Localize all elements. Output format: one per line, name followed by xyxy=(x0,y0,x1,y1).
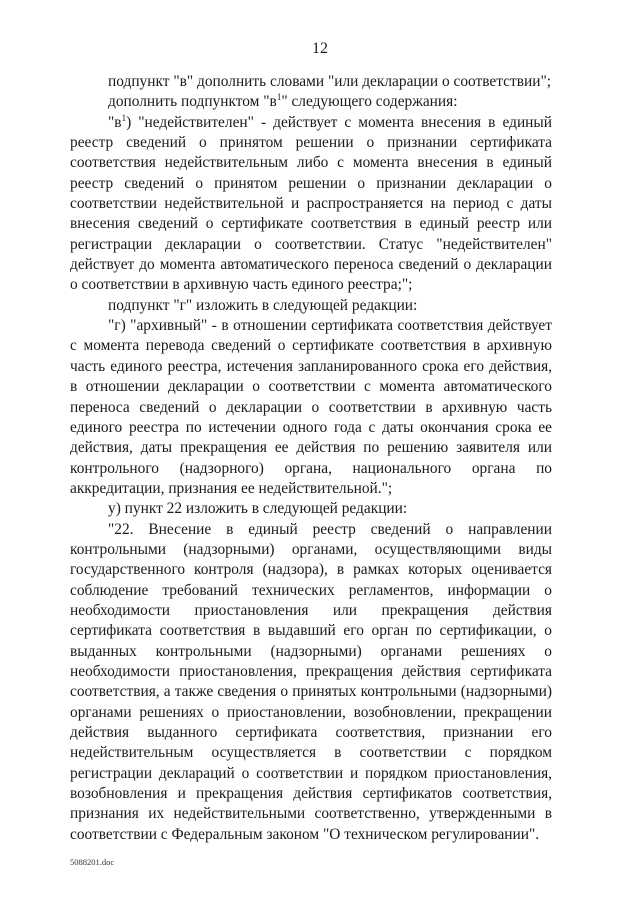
text-fragment: "в xyxy=(108,113,122,131)
paragraph-status-archive: "г) "архивный" - в отношении сертификата соответствия действует с момента перевода сведений о сертификате соответствия в архивную часть единого реестра, истечения запланированного срока его действия, в отношении декларации о соответствии с момента автоматического переноса сведений о декларации о соответствии в архивную часть единого реестра по истечении одного года с даты окончания срока ее действия, даты прекращения ее действия по решению заявителя или контрольного (надзорного) органа, национального органа по аккредитации, признания ее недействительной."; xyxy=(70,317,552,497)
document-body xyxy=(70,72,552,845)
paragraph-status-invalid xyxy=(70,113,552,296)
paragraph-point-22-intro: у) пункт 22 изложить в следующей редакции: xyxy=(108,500,408,518)
paragraph-point-22: "22. Внесение в единый реестр сведений о направлении контрольными (надзорными) органами, осуществляющими виды государственного контроля (надзора), в рамках которых оценивается соблюдение требований технических регламентов, информации о необходимости приостановления или прекращения действия сертификата соответствия в выдавший его орган по сертификации, о выданных контрольными (надзорными) органами решениях о необходимости приостановления, прекращения действия сертификата соответствия, а также сведения о принятых контрольными (надзорными) органами решениях о приостановлении, возобновлении, прекращении действия выданного сертификата соответствия, признании его недействительным осуществляется в соответствии с порядком регистрации деклараций о соответствии и порядком приостановления, возобновления и прекращения действия сертификатов соответствия, признания их недействительными соответственно, утвержденными в соответствии с Федеральным законом "О техническом регулировании". xyxy=(70,520,552,843)
text-fragment: дополнить подпунктом "в xyxy=(108,93,277,111)
superscript: 1 xyxy=(276,92,282,103)
page-number: 12 xyxy=(312,40,328,57)
footer-doc-code: 5088201.doc xyxy=(70,857,115,867)
paragraph-subpoint-g: подпункт "г" изложить в следующей редакции: xyxy=(108,296,418,314)
paragraph-add-subpoint-v1 xyxy=(70,92,552,112)
text-fragment: " следующего содержания: xyxy=(281,93,458,111)
paragraph-subpoint-v-amend: подпункт "в" дополнить словами "или декларации о соответствии"; xyxy=(108,73,552,90)
text-fragment: ) "недействителен" - действует с момента внесения в единый реестр сведений о принятом решении о признании сертификата соответствия недействительным либо с момента внесения в единый реестр сведений о принятом решении о признании декларации о соответствии недействительной и распространяется на период с даты внесения сведений о сертификате соответствия в единый реестр или регистрации декларации о соответствии. Статус "недействителен" действует до момента автоматического переноса сведений о декларации о соответствии в архивную часть единого реестра;"; xyxy=(70,113,552,294)
superscript: 1 xyxy=(121,112,127,123)
